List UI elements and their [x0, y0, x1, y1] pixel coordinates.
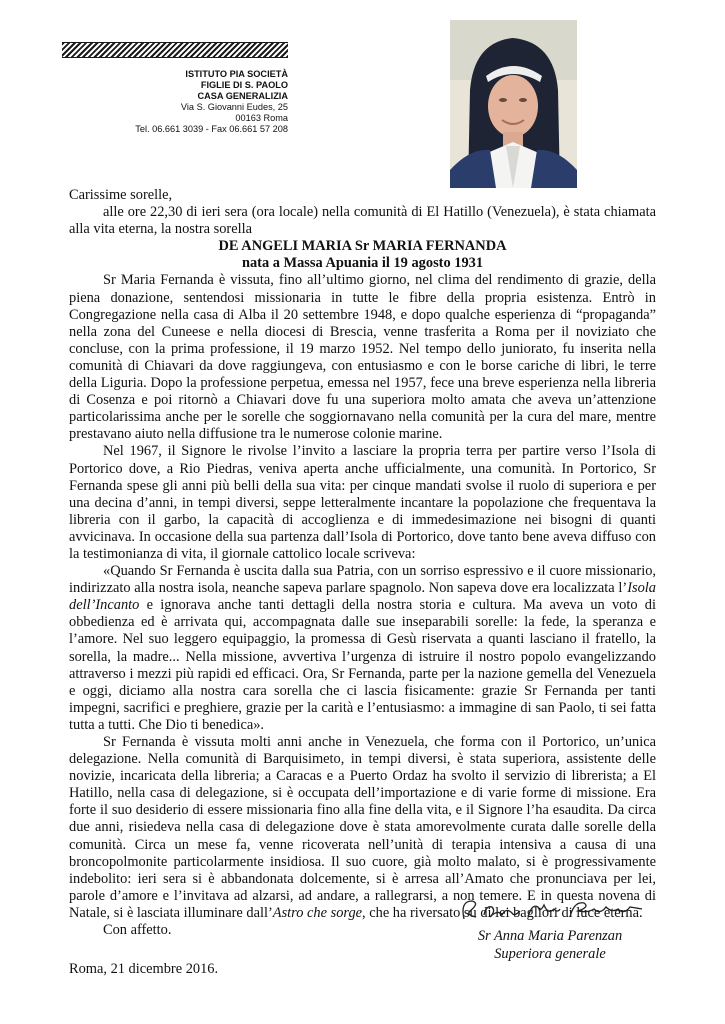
- handwritten-signature: [450, 895, 650, 923]
- paragraph-biography: Sr Maria Fernanda è vissuta, fino all’ultimo giorno, nel clima del rendimento di grazie, della piena donazione, sentendosi missionaria in tutte le fibre della propria esistenza. Entrò in Congregazione nella casa di Alba il 20 settembre 1948, e dopo qualche esperienza di “propaganda” nella zona del Cuneese e nella diocesi di Brescia, venne trasferita a Roma per il noviziato che concluse, con la prima professione, il 19 marzo 1952. Nel tempo dello juniorato, fu inserita nella comunità di Chiavari da dove raggiungeva, con entusiasmo e con le borse cariche di libri, le terre della Liguria. Dopo la professione perpetua, emessa nel 1957, fece una breve esperienza nella libreria di Cosenza e poi ritornò a Chiavari dove fu una superiora molto amata che aveva un’attenzione particolarissima anche per le sorelle che soggiornavano nella comunità per la cura del mare, mentre prestavano aiuto nella diffusione tra le numerose colonie marine.: [69, 272, 656, 443]
- portrait-photo: [450, 20, 577, 188]
- letterhead-logo-bar: [62, 42, 288, 58]
- newspaper-quote: [69, 563, 656, 734]
- venezuela-text-b: , che ha riversato su di lei bagliori di luce eterna.: [362, 904, 643, 921]
- birth-info-heading: nata a Massa Apuania il 19 agosto 1931: [241, 255, 484, 272]
- venezuela-text-a: Sr Fernanda è vissuta molti anni anche in Venezuela, che forma con il Portorico, un’unica delegazione. Nella comunità di Barquisimeto, in tempi diversi, è stata superiora, assistente delle novizie, incaricata della libreria; a Caracas e a Puerto Ordaz ha svolto il servizio di librerista; a El Hatillo, nella casa di delegazione, si è occupata dell’importazione e di varie forme di missione. Era forte il suo desiderio di essere missionaria fino alla fine della vita, e il Signore l’ha esaudita. Da circa due anni, risiedeva nella casa di delegazione dove è stata amorevolmente curata dalle sorelle della comunità. Circa un mese fa, venne ricoverata nell’unità di terapia intensiva a causa di una broncopolmonite particolarmente insidiosa. Il suo cuore, già molto malato, si è progressivamente indebolito: ieri sera si è abbandonata dolcemente, si è arresa all’Amato che pronunciava per lei, parole d’amore e l’invitava ad alzarsi, ad andare, a rallegrarsi, a non temere. E in questa novena di Natale, si è lasciata illuminare dall’: [69, 734, 656, 921]
- signatory-name: Sr Anna Maria Parenzan: [477, 928, 623, 944]
- org-name-line2: FIGLIE DI S. PAOLO: [200, 80, 288, 91]
- paragraph-venezuela: [69, 734, 656, 922]
- quote-text-a: «Quando Sr Fernanda è uscita dalla sua Patria, con un sorriso espressivo e il cuore missionario, indirizzato alla nostra isola, neanche sapeva parlare spagnolo. Non sapeva dove era localizzata l’: [69, 563, 656, 597]
- letter-body: [69, 187, 656, 939]
- org-name-line3: CASA GENERALIZIA: [197, 91, 288, 102]
- address-street: Via S. Giovanni Eudes, 25: [180, 102, 288, 113]
- deceased-name-heading: DE ANGELI MARIA Sr MARIA FERNANDA: [218, 238, 507, 255]
- paragraph-portorico: Nel 1967, il Signore le rivolse l’invito a lasciare la propria terra per partire verso l’Isola di Portorico dove, a Rio Piedras, veniva aperta anche ufficialmente, una comunità. In Portorico, Sr Fernanda spese gli anni più belli della sua vita: per cinque mandati svolse il ruolo di superiora e per una decina d’anni, in tempi diversi, seppe letteralmente incantare la popolazione che frequentava la libreria con il garbo, la capacità di accoglienza e di immedesimazione nei bisogni di quanti avvicinava. In occasione della sua partenza dall’Isola di Portorico, dove tanto bene aveva diffuso con la testimonianza di vita, il giornale cattolico locale scriveva:: [69, 443, 656, 562]
- intro-paragraph: alle ore 22,30 di ieri sera (ora locale) nella comunità di El Hatillo (Venezuela), è stata chiamata alla vita eterna, la nostra sorella: [69, 204, 656, 238]
- quote-italic-isola: Isola dell’Incanto: [69, 580, 656, 614]
- closing-line: Con affetto.: [103, 922, 172, 939]
- phone-fax: Tel. 06.661 3039 - Fax 06.661 57 208: [135, 124, 288, 135]
- letter-date: Roma, 21 dicembre 2016.: [69, 961, 219, 977]
- signature-block: [440, 895, 660, 963]
- signatory-role: Superiora generale: [494, 945, 606, 962]
- quote-text-b: e ignorava anche tanti dettagli della nostra storia e cultura. Ma aveva un voto di obbedienza ed è arrivata qui, accompagnata dalle sue inseparabili sorelle: la fede, la speranza e l’amore. Nel suo leggero equipaggio, la promessa di Gesù riservata a quanti lasciano il fratello, la sorella, la madre... Nella missione, avvertiva l’urgenza di istruire il nostro popolo evangelizzando attraverso i mezzi più rapidi ed efficaci. Ora, Sr Fernanda, parte per la nazione gemella del Venezuela e oggi, diciamo alla nostra cara sorella che ci lascia fisicamente: grazie Sr Fernanda per tanti impegni, sacrifici e preghiere, grazie per la carità e l’entusiasmo: a immagine di san Paolo, ti sei fatta tutta a tutti. Che Dio ti benedica».: [69, 597, 656, 733]
- venezuela-italic-astro: Astro che sorge: [272, 904, 363, 921]
- address-city: 00163 Roma: [235, 113, 288, 124]
- letterhead-address: [135, 69, 288, 136]
- salutation: Carissime sorelle,: [69, 187, 173, 203]
- portrait-illustration: [450, 20, 577, 188]
- org-name-line1: ISTITUTO PIA SOCIETÀ: [185, 69, 288, 79]
